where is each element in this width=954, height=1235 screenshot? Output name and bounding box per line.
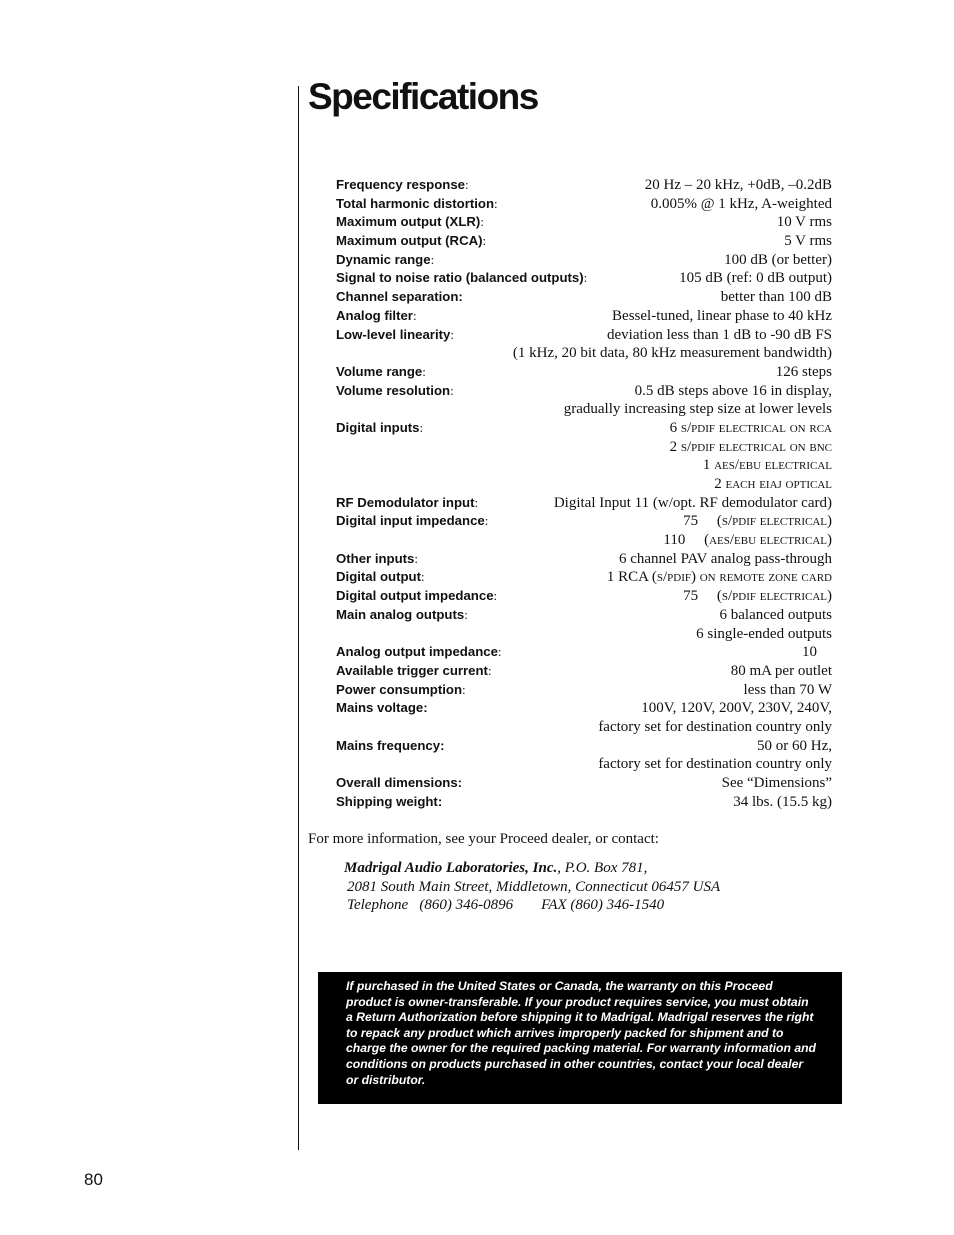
spec-row — [336, 326, 832, 345]
spec-label-text: Main analog outputs — [336, 606, 465, 622]
spec-value: 6 s/pdif electrical on rca — [669, 419, 832, 436]
spec-row — [336, 288, 832, 307]
spec-label-colon: : — [464, 606, 468, 622]
spec-value: 80 mA per outlet — [730, 662, 832, 679]
spec-value: 20 Hz – 20 kHz, +0dB, –0.2dB — [644, 177, 832, 193]
spec-row — [336, 419, 832, 438]
spec-value: 2 s/pdif electrical on bnc — [669, 438, 832, 455]
contact-address: 2081 South Main Street, Middletown, Connecticut 06457 USA — [347, 878, 721, 895]
contact-line-1 — [344, 859, 720, 878]
spec-label-colon: : — [482, 233, 487, 249]
margin-rule — [298, 86, 299, 1150]
spec-label-colon: : — [420, 569, 425, 585]
spec-label-colon: : — [422, 363, 426, 379]
spec-row — [336, 681, 832, 700]
spec-label-text: Volume range — [336, 363, 423, 379]
spec-label-colon: : — [462, 681, 466, 697]
spec-label — [336, 793, 442, 812]
spec-row — [336, 512, 832, 531]
spec-row — [336, 718, 832, 737]
spec-label — [336, 419, 423, 438]
spec-label-text: Digital input impedance — [336, 513, 485, 529]
spec-row — [336, 456, 832, 475]
spec-value: deviation less than 1 dB to -90 dB FS — [607, 326, 832, 343]
spec-label — [336, 568, 425, 587]
spec-value: 75 (s/pdif electrical) — [683, 588, 832, 605]
spec-value: 105 dB (ref: 0 dB output) — [679, 270, 832, 287]
spec-value: 1 RCA (s/pdif) on remote zone card — [606, 569, 832, 586]
spec-label — [336, 606, 468, 625]
spec-row — [336, 232, 832, 251]
spec-label — [336, 176, 469, 195]
contact-block — [344, 859, 720, 915]
spec-label-colon: : — [487, 662, 492, 678]
spec-value: Digital Input 11 (w/opt. RF demodulator card) — [553, 494, 832, 511]
spec-label-colon: : — [484, 513, 489, 529]
page-number: 80 — [84, 1170, 103, 1189]
spec-value: 5 V rms — [784, 233, 832, 250]
spec-label-colon: : — [414, 550, 419, 566]
spec-value: (1 kHz, 20 bit data, 80 kHz measurement bandwidth) — [512, 345, 832, 362]
spec-value: 10 V rms — [776, 214, 832, 231]
spec-label-colon: : — [583, 270, 588, 286]
spec-row — [336, 662, 832, 681]
spec-label-text: Maximum output (XLR) — [336, 214, 481, 230]
spec-label — [336, 494, 478, 513]
spec-row — [336, 774, 832, 793]
spec-label — [336, 326, 454, 345]
spec-row — [336, 793, 832, 812]
warranty-box — [318, 972, 842, 1104]
spec-label-text: Power consumption — [336, 681, 463, 697]
spec-label-colon: : — [465, 177, 469, 192]
spec-value: 34 lbs. (15.5 kg) — [733, 793, 832, 810]
spec-value: less than 70 W — [743, 681, 832, 698]
contact-telephone: Telephone (860) 346-0896 — [347, 897, 514, 914]
spec-label — [336, 681, 466, 700]
spec-label-text: Frequency response — [336, 177, 465, 192]
spec-row — [336, 643, 832, 662]
spec-value: 10 — [802, 644, 832, 661]
spec-label-text: Other inputs — [336, 550, 415, 566]
spec-label-colon: : — [419, 419, 424, 435]
spec-label — [336, 195, 498, 214]
spec-label-text: Digital output impedance — [336, 588, 494, 604]
spec-value: 0.5 dB steps above 16 in display, — [634, 382, 832, 399]
spec-label — [336, 232, 486, 251]
spec-value: factory set for destination country only — [598, 718, 832, 735]
spec-row — [336, 382, 832, 401]
spec-row — [336, 587, 832, 606]
po-box: , P.O. Box 781, — [557, 860, 648, 876]
spec-label-text: Volume resolution — [336, 382, 451, 398]
spec-value: 6 balanced outputs — [719, 606, 832, 623]
contact-fax: FAX (860) 346-1540 — [541, 897, 665, 914]
more-info-text: For more information, see your Proceed dealer, or contact: — [308, 831, 659, 847]
warranty-text: If purchased in the United States or Canada, the warranty on this Proceed product is owner-transferable. If your product requires service, you must obtain a Return Authorization before shipping it to Madrigal. Madrigal reserves the right to repack any product which arrives improperly packed for shipment and to charge the owner for the required packing material. For warranty information and conditions on products purchased in other countries, contact your local dealer or distributor. — [346, 979, 816, 1087]
spec-value: 126 steps — [775, 363, 832, 380]
spec-label-text: RF Demodulator input — [336, 494, 475, 510]
spec-row — [336, 494, 832, 513]
spec-row — [336, 755, 832, 774]
spec-label — [336, 699, 428, 718]
spec-value: 0.005% @ 1 kHz, A-weighted — [650, 195, 832, 212]
spec-label-colon: : — [480, 214, 484, 230]
spec-label-colon: : — [430, 251, 435, 267]
spec-label — [336, 382, 454, 401]
spec-row — [336, 269, 832, 288]
spec-value: 100V, 120V, 200V, 230V, 240V, — [641, 700, 832, 717]
spec-label-text: Available trigger current — [336, 662, 488, 678]
spec-label — [336, 587, 497, 606]
spec-label-text: Analog output impedance — [336, 644, 498, 660]
spec-value: 6 single-ended outputs — [696, 625, 832, 642]
spec-label-text: Digital inputs — [336, 419, 420, 435]
spec-row — [336, 251, 832, 270]
spec-row — [336, 438, 832, 457]
spec-value: 6 channel PAV analog pass-through — [618, 550, 832, 567]
spec-row — [336, 568, 832, 587]
spec-row — [336, 625, 832, 644]
spec-row — [336, 475, 832, 494]
spec-label — [336, 251, 434, 270]
spec-label-text: Mains frequency: — [336, 737, 445, 753]
spec-row — [336, 176, 832, 195]
spec-label-text: Analog filter — [336, 307, 413, 323]
spec-label-text: Mains voltage: — [336, 700, 428, 716]
spec-value: See “Dimensions” — [721, 775, 832, 791]
spec-value: 2 each eiaj optical — [714, 476, 832, 492]
spec-row — [336, 737, 832, 756]
spec-value: 50 or 60 Hz, — [757, 737, 832, 754]
spec-label — [336, 269, 587, 288]
spec-label — [336, 213, 484, 232]
spec-value: 75 (s/pdif electrical) — [683, 513, 832, 530]
spec-label — [336, 288, 463, 307]
spec-row — [336, 213, 832, 232]
spec-label-text: Digital output — [336, 569, 421, 585]
spec-label-text: Maximum output (RCA) — [336, 233, 483, 249]
page-title: Specifications — [308, 76, 538, 117]
specifications-list — [336, 176, 832, 811]
spec-value: better than 100 dB — [720, 289, 832, 306]
spec-label-colon: : — [450, 382, 454, 398]
spec-value: Bessel-tuned, linear phase to 40 kHz — [612, 307, 832, 324]
spec-label — [336, 662, 492, 681]
spec-label-colon: : — [412, 307, 417, 323]
spec-label-text: Signal to noise ratio (balanced outputs) — [336, 270, 584, 286]
spec-label-text: Overall dimensions: — [336, 775, 463, 790]
contact-phone-line — [344, 896, 720, 915]
spec-label-text: Low-level linearity — [336, 326, 451, 342]
spec-label-colon: : — [493, 588, 498, 604]
spec-label-colon: : — [474, 494, 479, 510]
spec-label-text: Total harmonic distortion — [336, 195, 495, 211]
spec-row — [336, 550, 832, 569]
spec-label — [336, 512, 488, 531]
spec-value: factory set for destination country only — [598, 756, 832, 773]
spec-row — [336, 606, 832, 625]
spec-label-text: Dynamic range — [336, 251, 431, 267]
spec-row — [336, 344, 832, 363]
spec-label — [336, 307, 417, 326]
spec-label — [336, 774, 462, 793]
spec-row — [336, 699, 832, 718]
spec-label — [336, 550, 418, 569]
spec-label — [336, 737, 444, 756]
spec-value: gradually increasing step size at lower levels — [563, 401, 832, 418]
spec-row — [336, 195, 832, 214]
spec-row — [336, 400, 832, 419]
spec-row — [336, 531, 832, 550]
spec-label — [336, 363, 426, 382]
company-name: Madrigal Audio Laboratories, Inc. — [344, 860, 558, 876]
spec-label-colon: : — [497, 644, 502, 660]
spec-value: 100 dB (or better) — [724, 251, 832, 268]
spec-value: 110 (aes/ebu electrical) — [663, 532, 832, 549]
spec-label-text: Channel separation: — [336, 289, 463, 305]
spec-label-text: Shipping weight: — [336, 793, 443, 809]
spec-label-colon: : — [450, 326, 454, 342]
spec-row — [336, 363, 832, 382]
spec-label — [336, 643, 502, 662]
spec-value: 1 aes/ebu electrical — [702, 457, 832, 474]
spec-label-colon: : — [494, 195, 498, 211]
spec-row — [336, 307, 832, 326]
